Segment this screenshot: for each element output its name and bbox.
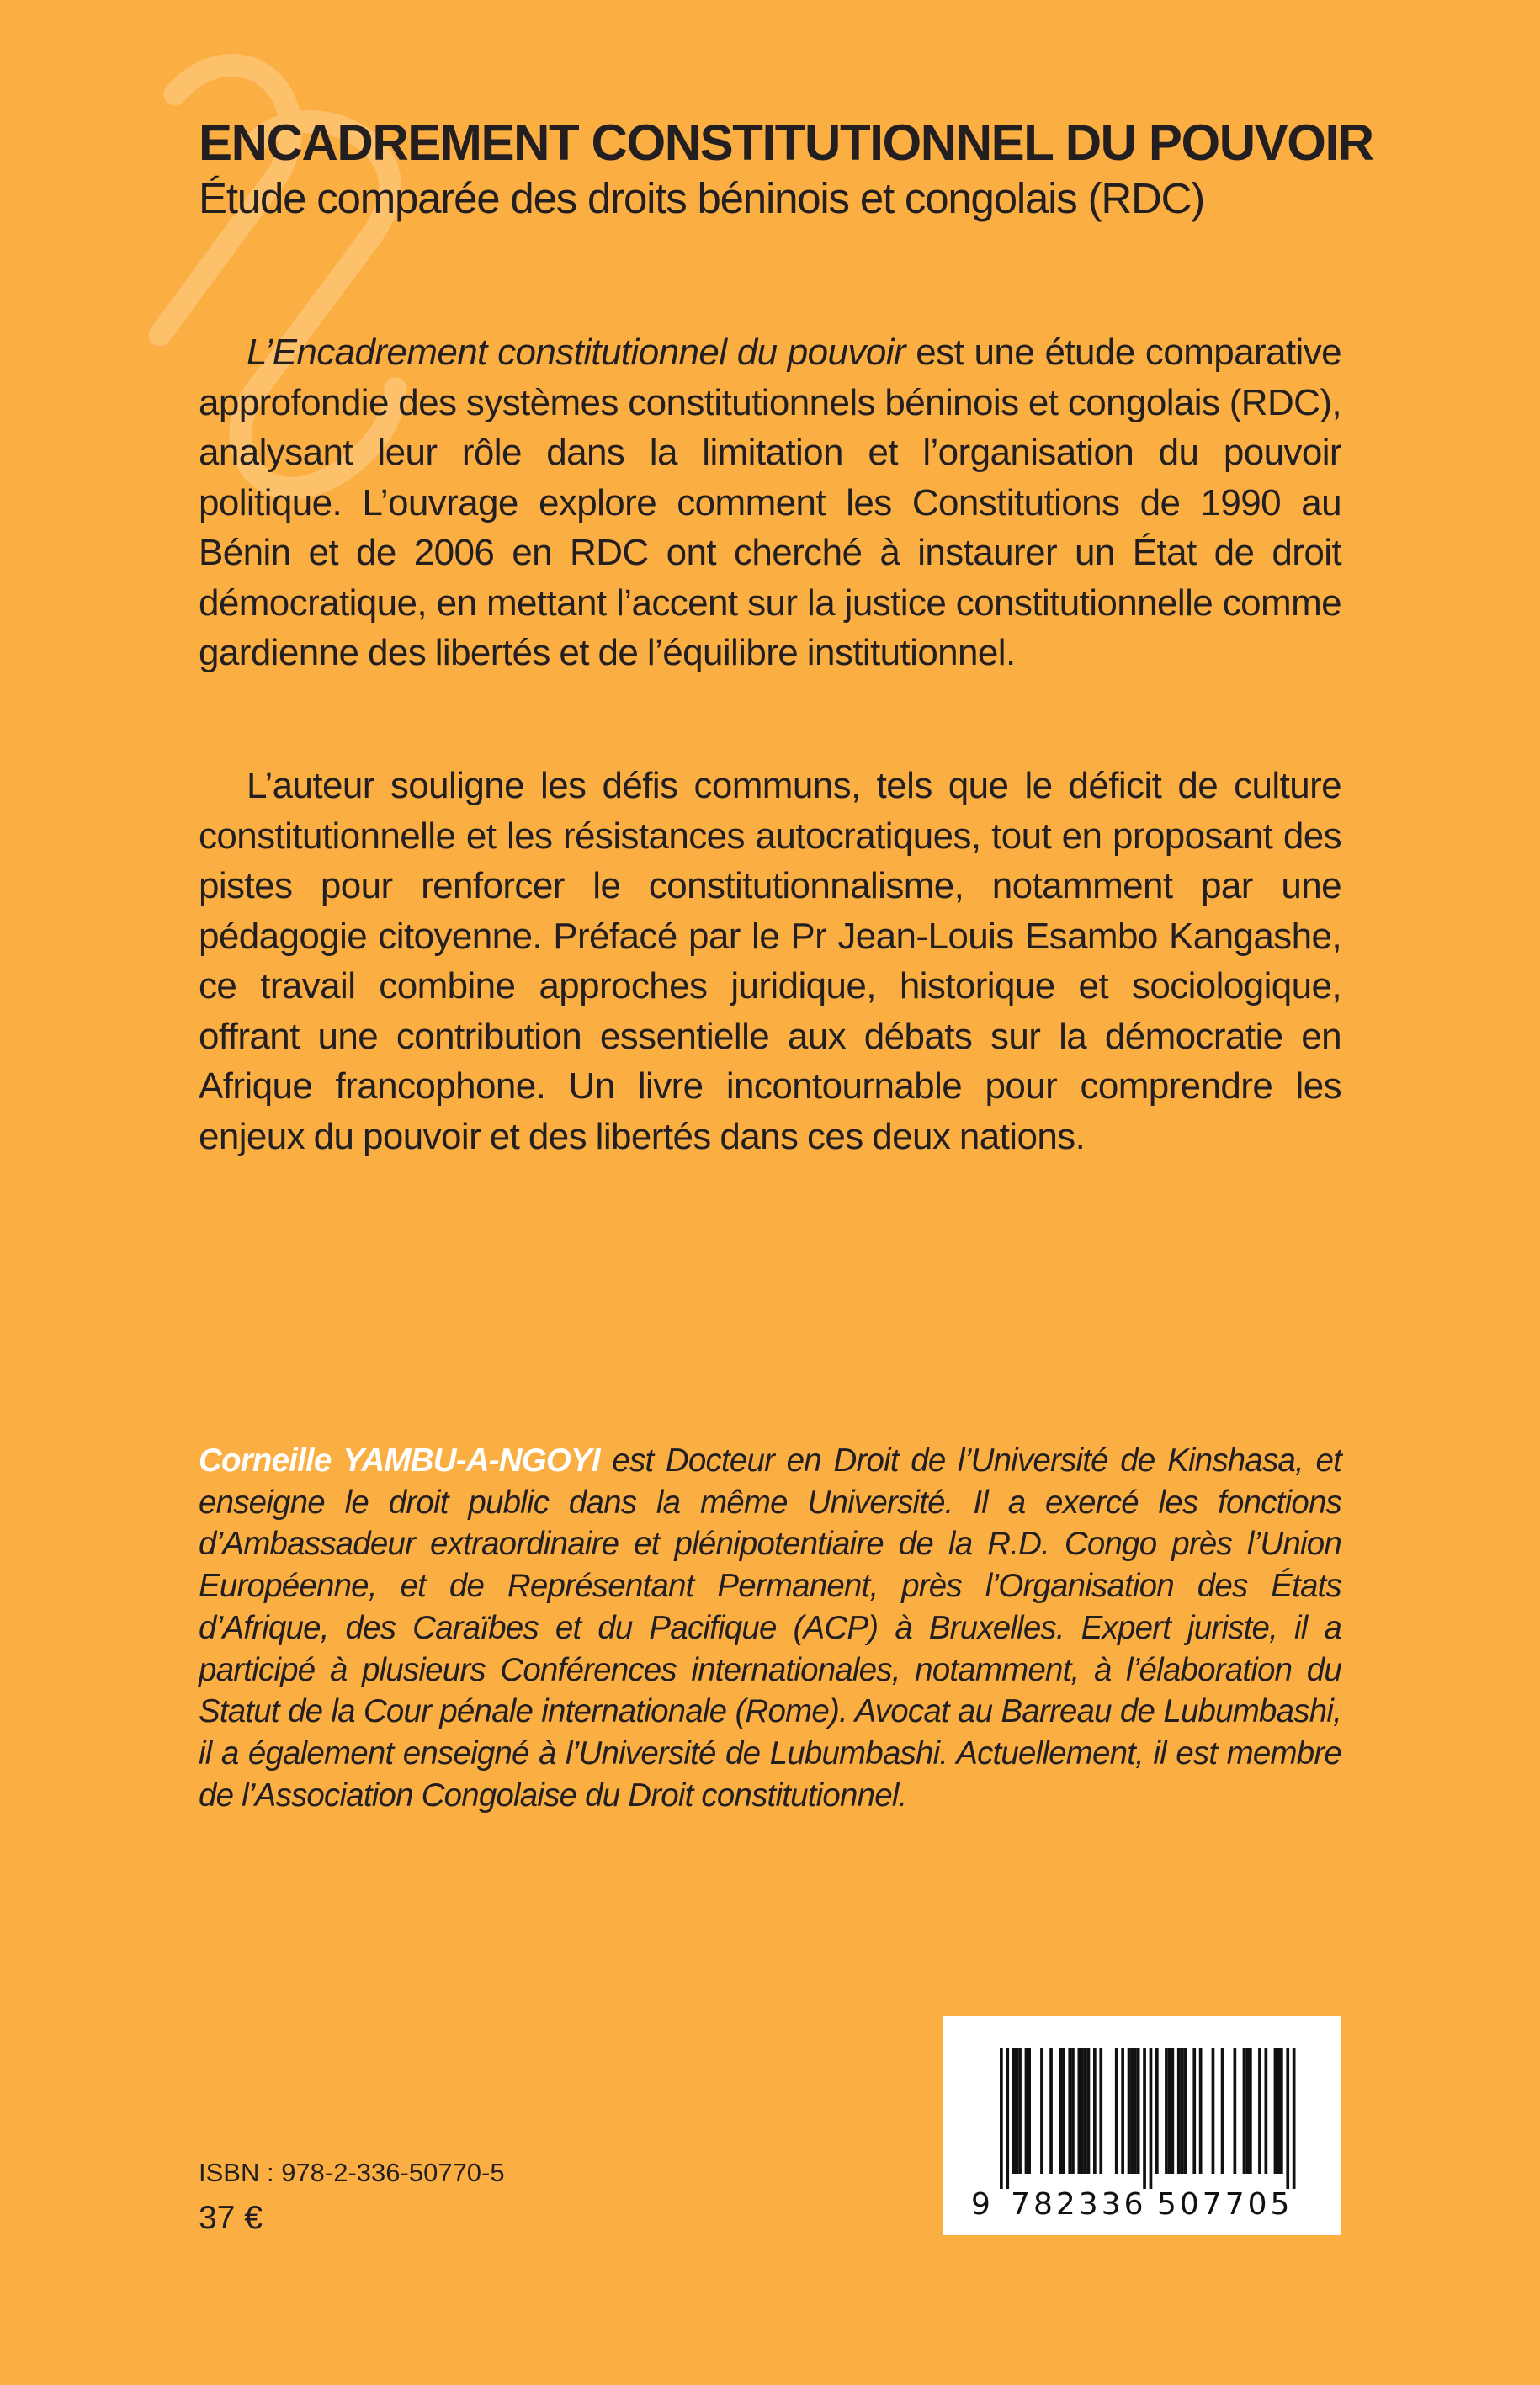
book-title: ENCADREMENT CONSTITUTIONNEL DU POUVOIR	[199, 114, 1373, 171]
author-name: Corneille YAMBU-A-NGOYI	[199, 1442, 600, 1479]
price: 37 €	[199, 2200, 263, 2236]
summary-italic-lead: L’Encadrement constitutionnel du pouvoir	[247, 332, 905, 373]
svg-text:782336: 782336	[1011, 2187, 1147, 2222]
summary-paragraph-1-text: est une étude comparative approfondie des systèmes constitutionnels béninois et congolais (RDC), analysant leur rôle dans la limitation et l’organisation du pouvoir politique. L’ouvrage explore comment les Constitutions de 1990 au Bénin et de 2006 en RDC ont cherché à instaurer un État de droit démocratique, en mettant l’accent sur la justice constitutionnelle comme gardienne des libertés et de l’équilibre institutionnel.	[199, 332, 1341, 673]
author-bio	[199, 1440, 1341, 1816]
summary-paragraph-2: L’auteur souligne les défis communs, tels que le déficit de culture constitutionnelle et les résistances autocratiques, tout en proposant des pistes pour renforcer le constitutionnalisme, notamment par une pédagogie citoyenne. Préfacé par le Pr Jean-Louis Esambo Kangashe, ce travail combine approches juridique, historique et sociologique, offrant une contribution essentielle aux débats sur la démocratie en Afrique francophone. Un livre incontournable pour comprendre les enjeux du pouvoir et des libertés dans ces deux nations.	[199, 765, 1341, 1157]
svg-text:9: 9	[971, 2187, 994, 2222]
barcode-bars	[943, 2016, 1341, 2235]
author-bio-text: est Docteur en Droit de l’Université de Kinshasa, et enseigne le droit public dans la même Université. Il a exercé les fonctions d’Ambassadeur extraordinaire et plénipotentiaire de la R.D. Congo près l’Union Européenne, et de Représentant Permanent, près l’Organisation des États d’Afrique, des Caraïbes et du Pacifique (ACP) à Bruxelles. Expert juriste, il a participé à plusieurs Conférences internationales, notamment, à l’élaboration du Statut de la Cour pénale internationale (Rome). Avocat au Barreau de Lubumbashi, il a également enseigné à l’Université de Lubumbashi. Actuellement, il est membre de l’Association Congolaise du Droit constitutionnel.	[199, 1442, 1342, 1814]
summary-paragraph-1	[199, 327, 1341, 678]
isbn: ISBN : 978-2-336-50770-5	[199, 2158, 505, 2187]
svg-text:507705: 507705	[1157, 2187, 1293, 2222]
book-subtitle: Étude comparée des droits béninois et congolais (RDC)	[199, 174, 1205, 222]
barcode	[943, 2016, 1341, 2235]
